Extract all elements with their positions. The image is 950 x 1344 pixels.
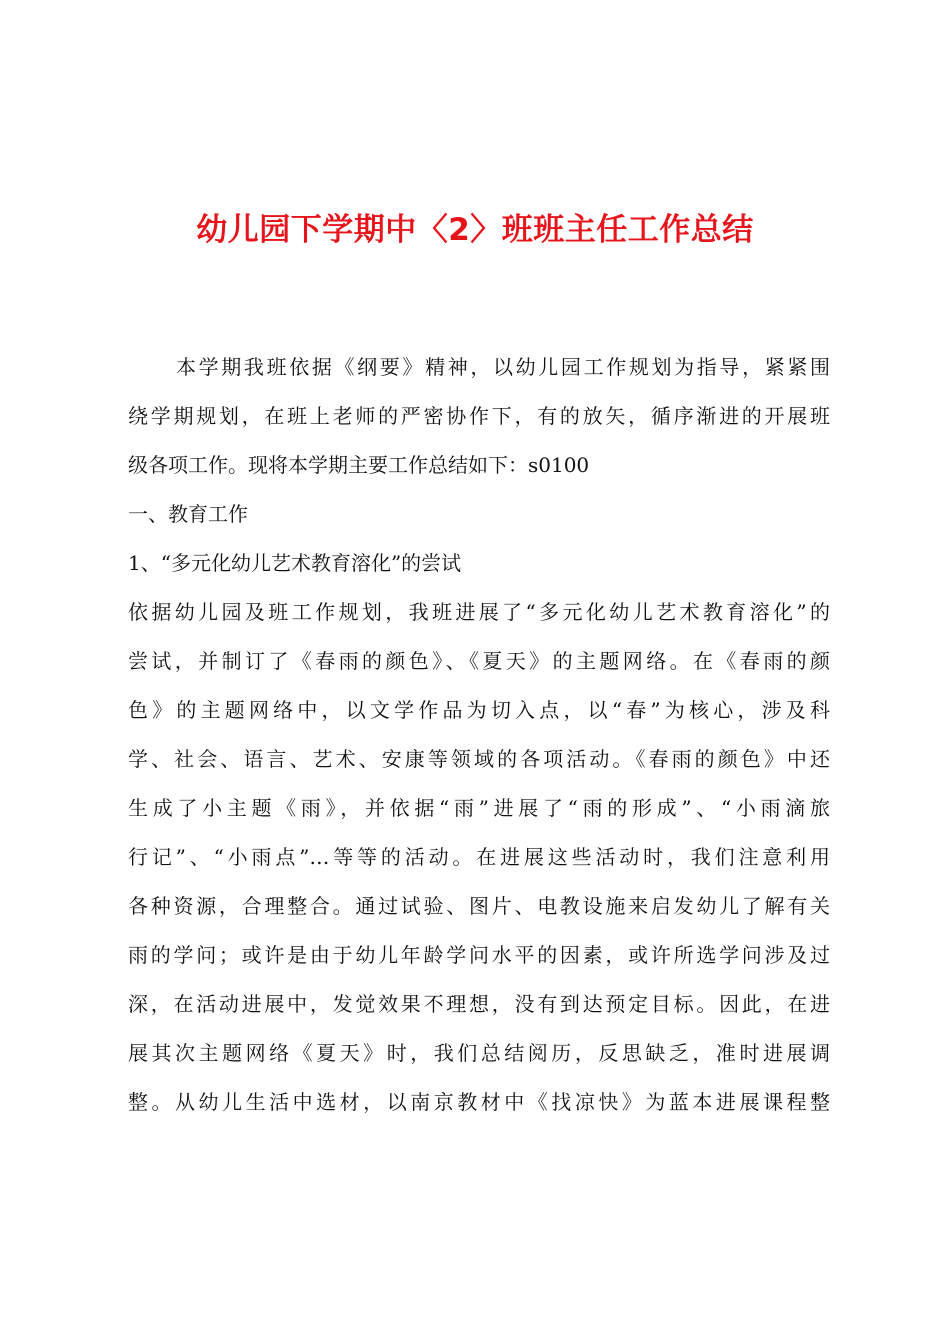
paragraph-line: 尝试，并制订了《春雨的颜色》、《夏天》的主题网络。在《春雨的颜 — [128, 649, 830, 673]
document-title: 幼儿园下学期中〈2〉班班主任工作总结 — [196, 212, 754, 248]
paragraph-line: 本学期我班依据《纲要》精神，以幼儿园工作规划为指导，紧紧围 — [176, 355, 830, 379]
paragraph-line: 整。从幼儿生活中选材，以南京教材中《找凉快》为蓝本进展课程整 — [128, 1090, 830, 1114]
paragraph-line: 绕学期规划，在班上老师的严密协作下，有的放矢，循序渐进的开展班 — [128, 404, 830, 428]
paragraph-line: 行记”、“小雨点”…等等的活动。在进展这些活动时，我们注意利用 — [128, 845, 830, 869]
paragraph-line: 生成了小主题《雨》，并依据“雨”进展了“雨的形成”、“小雨滴旅 — [128, 796, 830, 820]
paragraph-line: 级各项工作。现将本学期主要工作总结如下：s0100 — [128, 453, 590, 477]
paragraph-line: 学、社会、语言、艺术、安康等领域的各项活动。《春雨的颜色》中还 — [128, 747, 830, 771]
paragraph-line: 深，在活动进展中，发觉效果不理想，没有到达预定目标。因此，在进 — [128, 992, 830, 1016]
paragraph-line: 色》的主题网络中，以文学作品为切入点，以“春”为核心，涉及科 — [128, 698, 830, 722]
paragraph-line: 雨的学问；或许是由于幼儿年龄学问水平的因素，或许所选学问涉及过 — [128, 943, 830, 967]
paragraph-line: 依据幼儿园及班工作规划，我班进展了“多元化幼儿艺术教育溶化”的 — [128, 600, 830, 624]
paragraph-line: 各种资源，合理整合。通过试验、图片、电教设施来启发幼儿了解有关 — [128, 894, 830, 918]
subsection-heading: 1、“多元化幼儿艺术教育溶化”的尝试 — [128, 551, 462, 575]
section-heading: 一、教育工作 — [128, 502, 248, 526]
paragraph-line: 展其次主题网络《夏天》时，我们总结阅历，反思缺乏，准时进展调 — [128, 1041, 830, 1065]
